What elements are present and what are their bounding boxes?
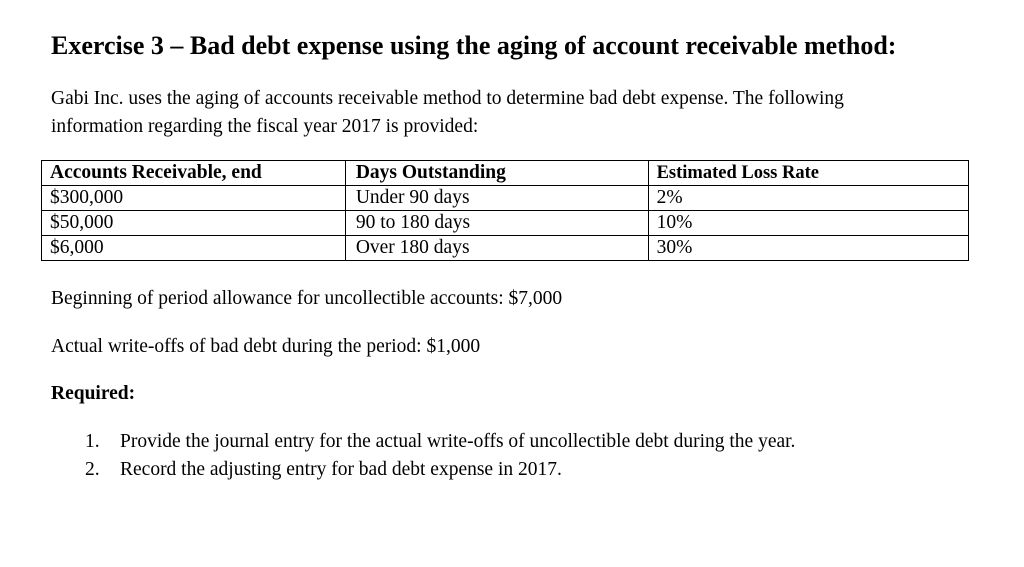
table-row [42, 186, 969, 211]
list-item-number: 1. [85, 431, 100, 452]
table-row [42, 211, 969, 236]
exercise-title: Exercise 3 – Bad debt expense using the aging of account receivable method: [51, 31, 897, 60]
cell-rate: 10% [648, 211, 968, 236]
cell-rate: 30% [648, 236, 968, 261]
beginning-allowance-text: Beginning of period allowance for uncollectible accounts: $7,000 [51, 288, 563, 309]
table-row [42, 236, 969, 261]
list-item-number: 2. [85, 459, 100, 480]
required-list [85, 428, 795, 484]
aging-table [41, 160, 969, 261]
intro-line-1: Gabi Inc. uses the aging of accounts receivable method to determine bad debt expense. The following [51, 88, 844, 109]
table-header-row [42, 161, 969, 186]
cell-receivable: $6,000 [42, 236, 346, 261]
write-offs-text: Actual write-offs of bad debt during the period: $1,000 [51, 336, 481, 357]
cell-days: Over 180 days [345, 236, 648, 261]
header-accounts-receivable: Accounts Receivable, end [42, 161, 346, 186]
cell-days: Under 90 days [345, 186, 648, 211]
intro-paragraph [51, 85, 951, 141]
list-item-text: Record the adjusting entry for bad debt expense in 2017. [120, 459, 562, 480]
intro-line-2: information regarding the fiscal year 2017 is provided: [51, 116, 479, 137]
cell-days: 90 to 180 days [345, 211, 648, 236]
cell-receivable: $300,000 [42, 186, 346, 211]
header-days-outstanding: Days Outstanding [345, 161, 648, 186]
list-item [85, 456, 795, 484]
required-heading: Required: [51, 383, 136, 404]
cell-receivable: $50,000 [42, 211, 346, 236]
cell-rate: 2% [648, 186, 968, 211]
list-item [85, 428, 795, 456]
list-item-text: Provide the journal entry for the actual write-offs of uncollectible debt during the year. [120, 431, 796, 452]
header-estimated-loss-rate: Estimated Loss Rate [648, 161, 968, 186]
